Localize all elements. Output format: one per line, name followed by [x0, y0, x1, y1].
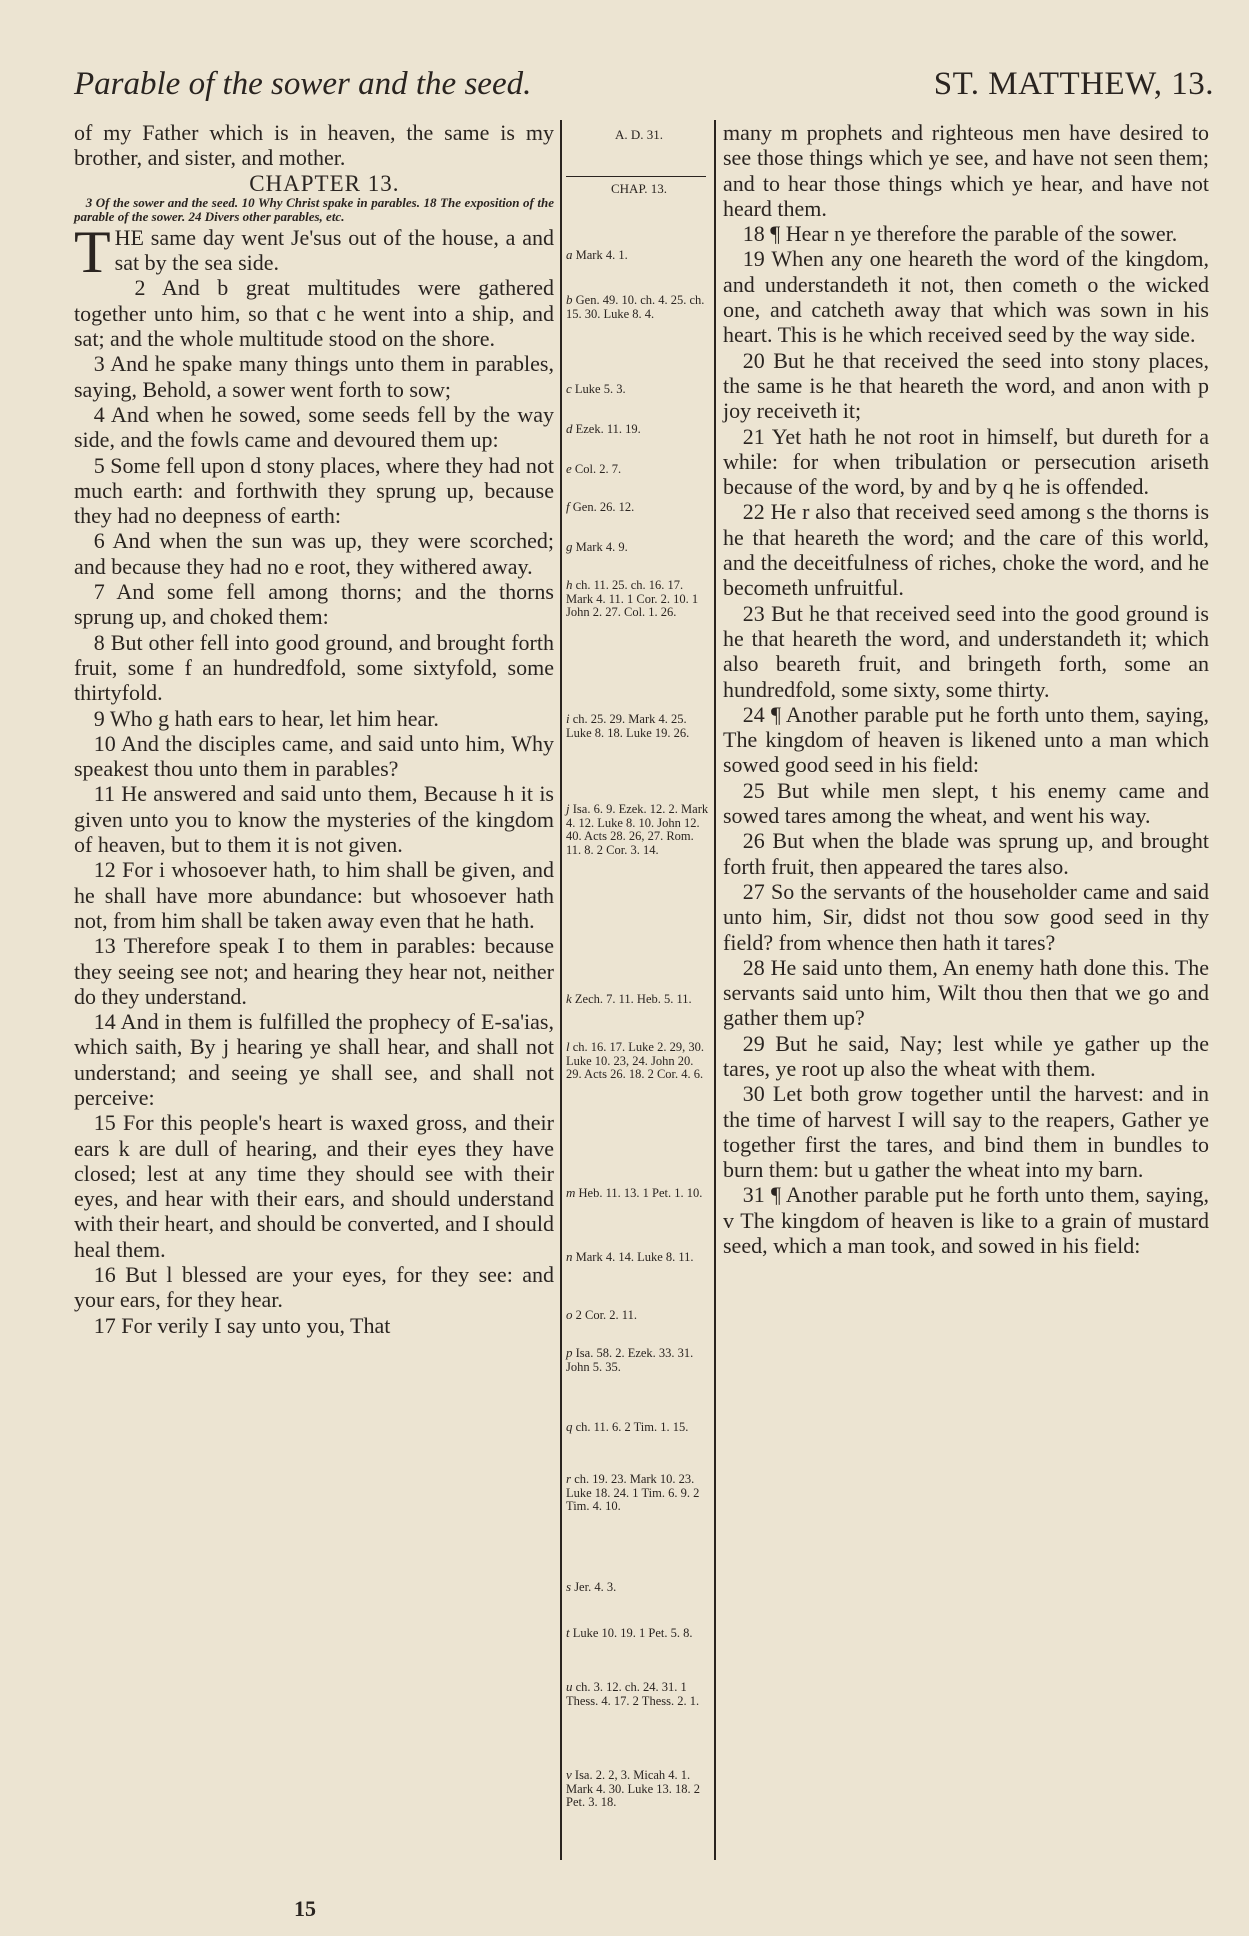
verse-12: 12 For i whosoever hath, to him shall be given, and he shall have more abundance: but whosoever hath not, from him shall be taken away even that he hath.	[74, 857, 554, 933]
reference-note: f Gen. 26. 12.	[566, 499, 635, 514]
verse-18: 18 ¶ Hear n ye therefore the parable of the sower.	[742, 221, 1178, 247]
verse-20: 20 But he that received the seed into stony places, the same is he that heareth the word, and anon with p joy receiveth it;	[723, 347, 1209, 424]
reference-note: b Gen. 49. 10. ch. 4. 25. ch. 15. 30. Luke 8. 4.	[566, 292, 705, 321]
reference-note: t Luke 10. 19. 1 Pet. 5. 8.	[566, 1625, 693, 1640]
header-right-title: ST. MATTHEW, 13.	[933, 66, 1214, 102]
reference-note: k Zech. 7. 11. Heb. 5. 11.	[566, 991, 692, 1006]
column-rule-right	[714, 120, 716, 1860]
reference-note: l ch. 16. 17. Luke 2. 29, 30. Luke 10. 23, 24. John 20. 29. Acts 26. 18. 2 Cor. 4. 6.	[566, 1039, 704, 1081]
reference-note: u ch. 3. 12. ch. 24. 31. 1 Thess. 4. 17. 2 Thess. 2. 1.	[566, 1679, 700, 1708]
verse-10: 10 And the disciples came, and said unto him, Why speakest thou unto them in parables?	[74, 730, 554, 782]
page-number: 15	[294, 1896, 316, 1921]
verse-23: 23 But he that received seed into the good ground is he that heareth the word, and understandeth it; which also beareth fruit, and bringeth forth, some an hundredfold, some sixty, some thirty.	[723, 600, 1209, 702]
reference-note: n Mark 4. 14. Luke 8. 11.	[566, 1249, 694, 1264]
verse-6: 6 And when the sun was up, they were scorched; and because they had no e root, they withered away.	[74, 528, 554, 579]
verse-3: 3 And he spake many things unto them in parables, saying, Behold, a sower went forth to sow;	[74, 351, 554, 402]
reference-note: i ch. 25. 29. Mark 4. 25. Luke 8. 18. Luke 19. 26.	[566, 711, 690, 740]
page-header	[74, 66, 1214, 112]
verse-17-continuation: many m prophets and righteous men have desired to see those things which ye see, and have not seen them; and to hear those things which ye hear, and have not heard them.	[723, 120, 1209, 221]
verse-25: 25 But while men slept, t his enemy came and sowed tares among the wheat, and went his way.	[723, 777, 1209, 829]
reference-note: d Ezek. 11. 19.	[566, 421, 641, 436]
verse-11: 11 He answered and said unto them, Because h it is given unto you to know the mysteries of the kingdom of heaven, but to them it is not given.	[74, 781, 554, 858]
reference-note: a Mark 4. 1.	[566, 247, 628, 262]
verse-28: 28 He said unto them, An enemy hath done this. The servants said unto him, Wilt thou then that we go and gather them up?	[723, 954, 1209, 1031]
verse-5: 5 Some fell upon d stony places, where they had not much earth: and forthwith they sprung up, because they had no deepness of earth:	[74, 452, 554, 529]
reference-note: h ch. 11. 25. ch. 16. 17. Mark 4. 11. 1 Cor. 2. 10. 1 John 2. 27. Col. 1. 26.	[566, 577, 699, 619]
verse-26: 26 But when the blade was sprung up, and brought forth fruit, then appeared the tares also.	[723, 828, 1209, 879]
reference-note: v Isa. 2. 2, 3. Micah 4. 1. Mark 4. 30. Luke 13. 18. 2 Pet. 3. 18.	[566, 1767, 701, 1809]
verse-16: 16 But l blessed are your eyes, for they see: and your ears, for they hear.	[74, 1262, 554, 1313]
reference-note: q ch. 11. 6. 2 Tim. 1. 15.	[566, 1419, 689, 1434]
margin-chapter-label: CHAP. 13.	[611, 181, 667, 196]
verse-9: 9 Who g hath ears to hear, let him hear.	[93, 705, 439, 731]
reference-note: s Jer. 4. 3.	[566, 1579, 617, 1594]
verse-4: 4 And when he sowed, some seeds fell by the way side, and the fowls came and devoured them up:	[74, 401, 554, 453]
chapter-title: CHAPTER 13.	[249, 170, 400, 196]
reference-note: j Isa. 6. 9. Ezek. 12. 2. Mark 4. 12. Luke 8. 10. John 12. 40. Acts 28. 26, 27. Rom. 11. 8. 2 Cor. 3. 14.	[566, 801, 709, 857]
reference-note: e Col. 2. 7.	[566, 461, 622, 476]
verse-continuation: of my Father which is in heaven, the same is my brother, and sister, and mother.	[74, 120, 554, 171]
verse-30: 30 Let both grow together until the harvest: and in the time of harvest I will say to the reapers, Gather ye together first the tares, and bind them in bundles to burn them: but u gather the wheat into my barn.	[723, 1081, 1209, 1183]
verse-27: 27 So the servants of the householder came and said unto him, Sir, didst not thou sow good seed in thy field? from whence then hath it tares?	[723, 878, 1209, 955]
right-text-column	[723, 120, 1209, 1258]
verse-24: 24 ¶ Another parable put he forth unto them, saying, The kingdom of heaven is likened unto a man which sowed good seed in his field:	[723, 701, 1209, 778]
verse-1-text: HE same day went Je'sus out of the house, a and sat by the sea side.	[114, 224, 554, 276]
reference-note: c Luke 5. 3.	[566, 381, 626, 396]
verse-31: 31 ¶ Another parable put he forth unto them, saying, v The kingdom of heaven is like to a grain of mustard seed, which a man took, and sowed in his field:	[723, 1182, 1209, 1259]
verse-19: 19 When any one heareth the word of the kingdom, and understandeth it not, then cometh o the wicked one, and catcheth away that which was sown in his heart. This is he which received seed by the way side.	[723, 246, 1209, 348]
verse-17: 17 For verily I say unto you, That	[93, 1312, 391, 1338]
drop-cap: T	[74, 218, 111, 285]
header-left-title: Parable of the sower and the seed.	[74, 66, 532, 102]
verse-1	[74, 218, 554, 285]
left-text-column	[74, 120, 554, 1338]
column-rule-left	[560, 120, 562, 1860]
verse-13: 13 Therefore speak I to them in parables: because they seeing see not; and hearing they hear not, neither do they understand.	[74, 933, 554, 1009]
verse-8: 8 But other fell into good ground, and brought forth fruit, some f an hundredfold, some sixtyfold, some thirtyfold.	[74, 629, 554, 706]
verse-29: 29 But he said, Nay; lest while ye gather up the tares, ye root up also the wheat with them.	[723, 1030, 1209, 1081]
reference-note: o 2 Cor. 2. 11.	[566, 1307, 637, 1322]
margin-divider	[566, 176, 706, 177]
verse-7: 7 And some fell among thorns; and the thorns sprung up, and choked them:	[74, 579, 554, 630]
anno-domini: A. D. 31.	[614, 127, 664, 142]
verse-2: 2 And b great multitudes were gathered together unto him, so that c he went into a ship, and sat; and the whole multitude stood on the shore.	[74, 275, 554, 352]
reference-note: m Heb. 11. 13. 1 Pet. 1. 10.	[566, 1185, 703, 1200]
verse-14: 14 And in them is fulfilled the prophecy of E-sa'ias, which saith, By j hearing ye shall hear, and shall not understand; and seeing ye shall see, and shall not perceive:	[74, 1009, 554, 1110]
verse-21: 21 Yet hath he not root in himself, but dureth for a while: for when tribulation or persecution ariseth because of the word, by and by q he is offended.	[723, 423, 1209, 500]
reference-note: g Mark 4. 9.	[566, 539, 628, 554]
verse-22: 22 He r also that received seed among s the thorns is he that heareth the word; and the care of this world, and the deceitfulness of riches, choke the word, and he becometh unfruitful.	[723, 499, 1209, 601]
reference-note: r ch. 19. 23. Mark 10. 23. Luke 18. 24. 1 Tim. 6. 9. 2 Tim. 4. 10.	[566, 1471, 700, 1513]
verse-15: 15 For this people's heart is waxed gross, and their ears k are dull of hearing, and their eyes they have closed; lest at any time they should see with their eyes, and hear with their ears, and should understand with their heart, and should be converted, and I should heal them.	[74, 1110, 554, 1262]
chapter-summary: 3 Of the sower and the seed. 10 Why Christ spake in parables. 18 The exposition of the parable of the sower. 24 Divers other parables, etc.	[74, 194, 554, 225]
reference-note: p Isa. 58. 2. Ezek. 33. 31. John 5. 35.	[566, 1345, 694, 1374]
